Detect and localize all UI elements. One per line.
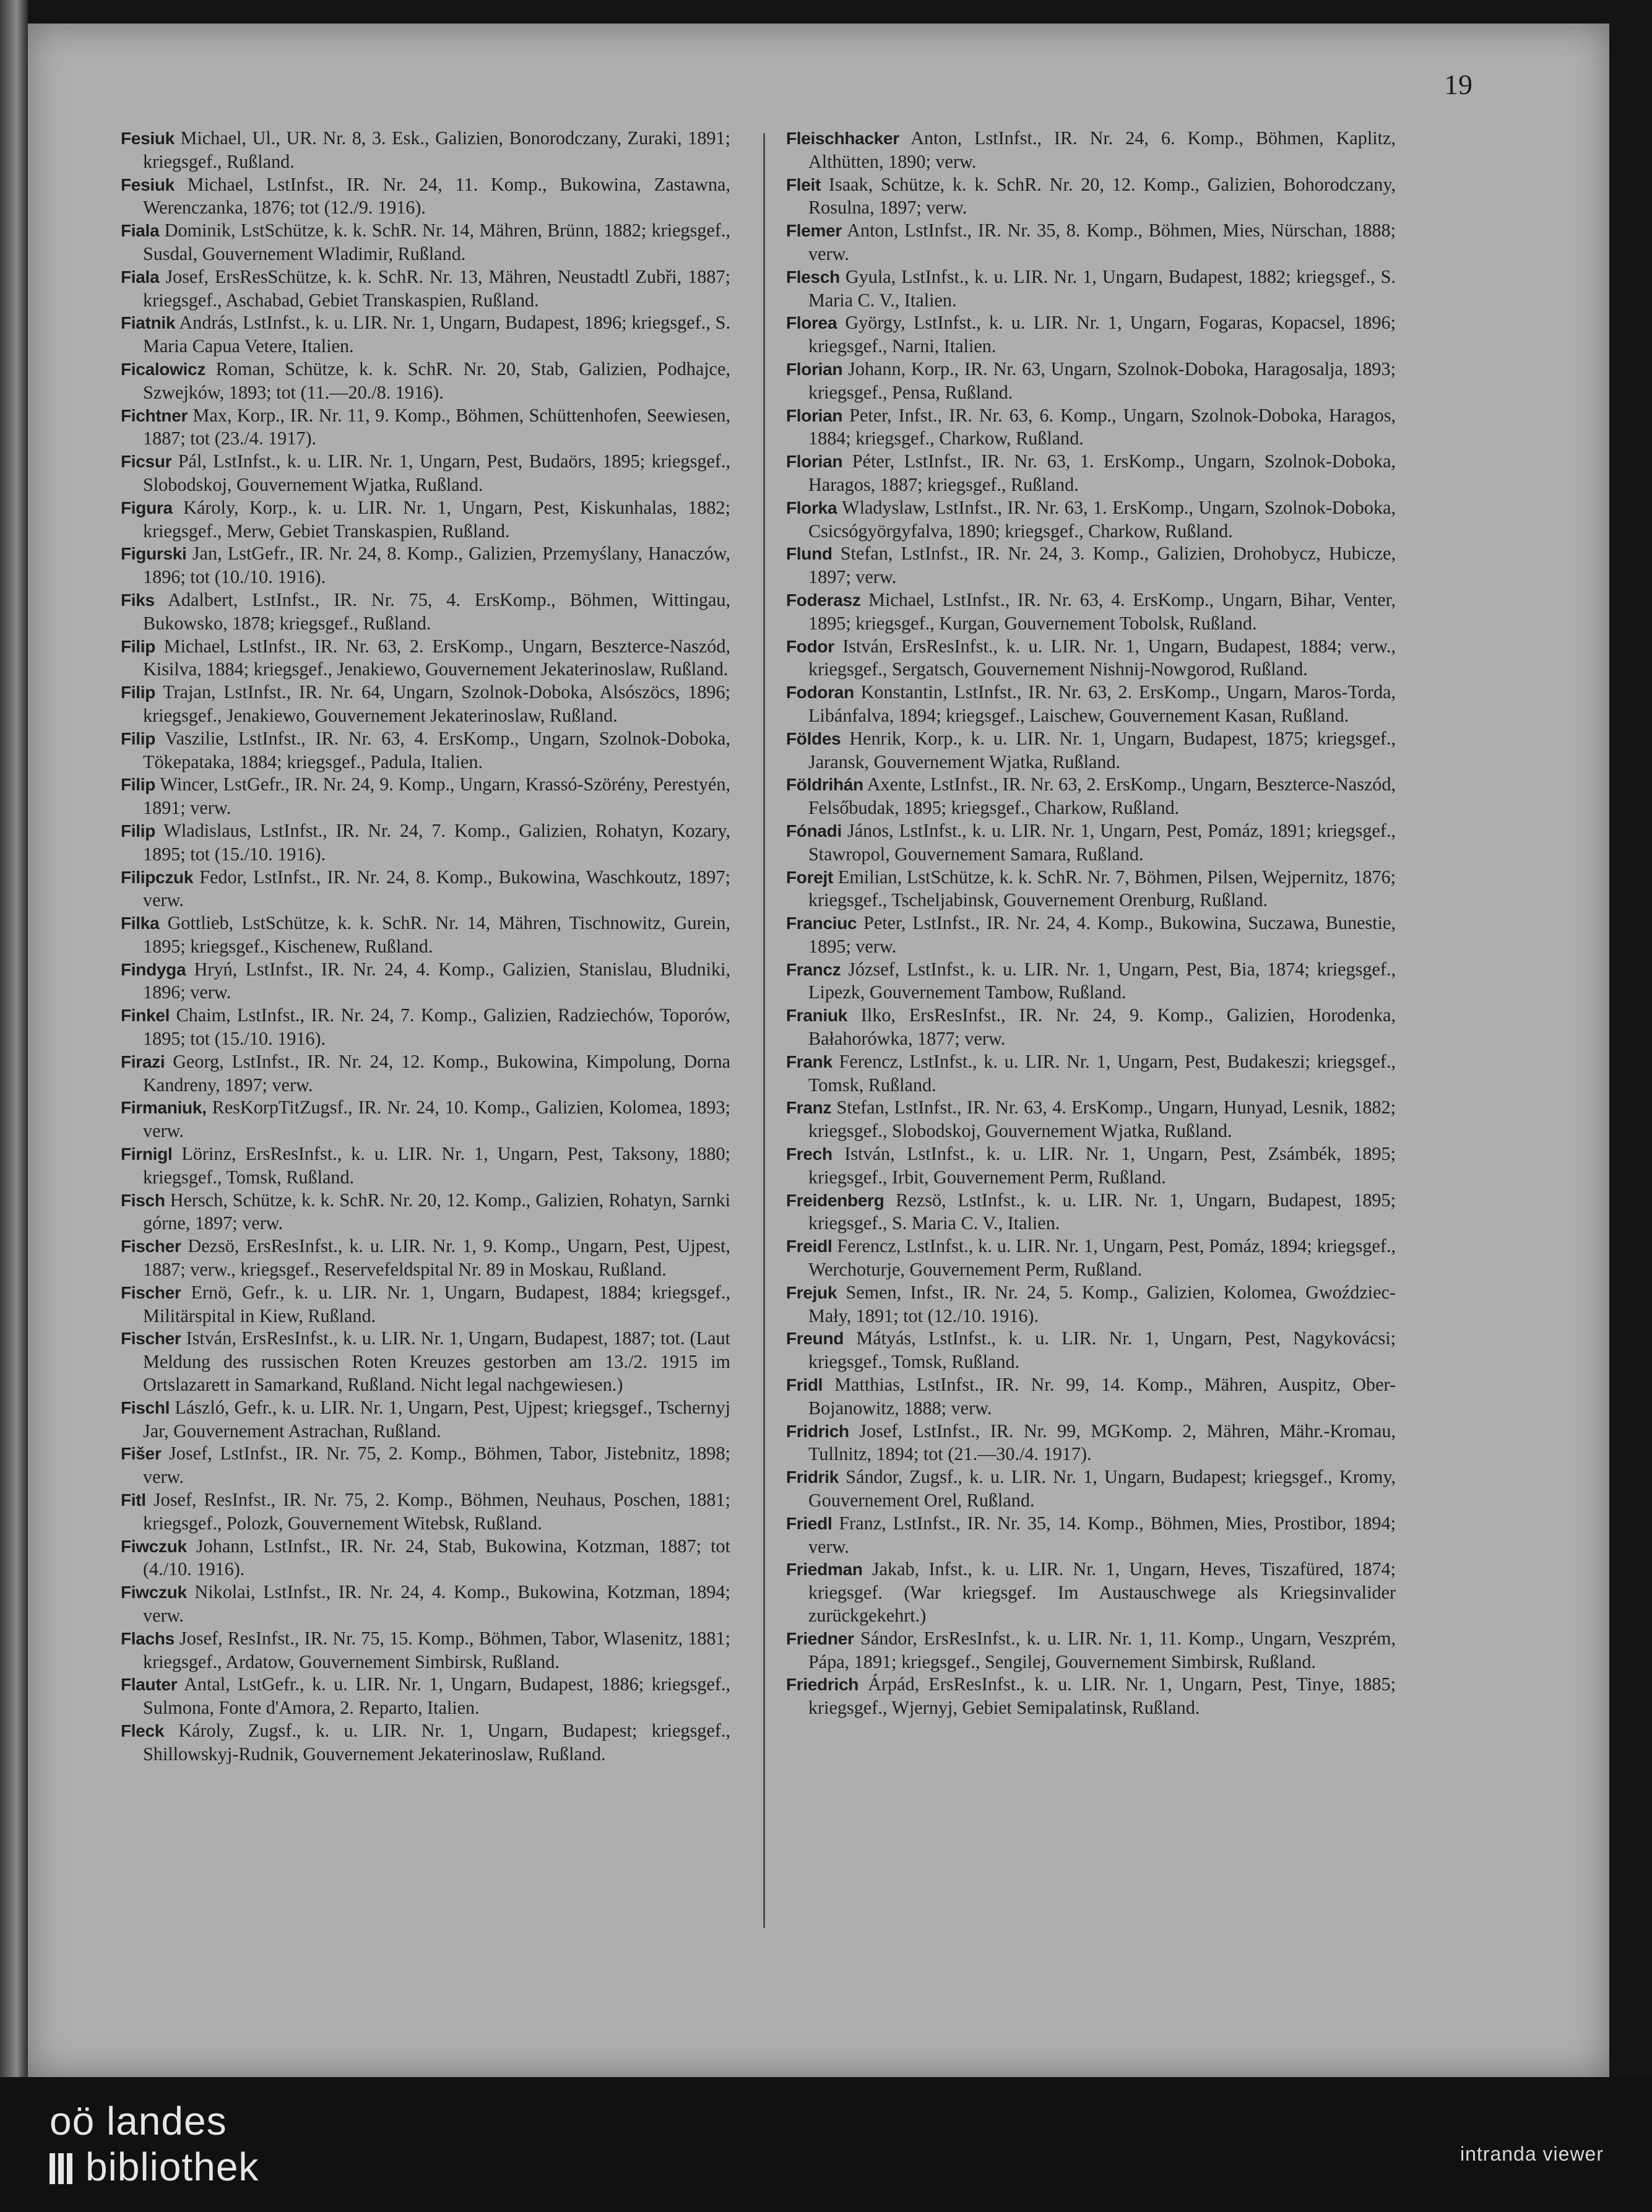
register-entry — [121, 1627, 730, 1674]
entry-details: Rezsö, LstInfst., k. u. LIR. Nr. 1, Ungarn, Budapest, 1895; kriegsgef., S. Maria C. V., Italien. — [808, 1189, 1396, 1234]
entry-surname: Frech — [786, 1144, 832, 1164]
entry-details: Georg, LstInfst., IR. Nr. 24, 12. Komp., Bukowina, Kimpolung, Dorna Kandreny, 1897; verw. — [143, 1050, 730, 1095]
left-column — [121, 127, 730, 1766]
register-entry — [786, 404, 1396, 451]
entry-surname: Fesiuk — [121, 175, 175, 194]
entry-surname: Freidl — [786, 1237, 832, 1256]
entry-details: Josef, LstInfst., IR. Nr. 99, MGKomp. 2, Mähren, Mähr.-Kromau, Tullnitz, 1894; tot (21.—30./4. 1917). — [808, 1420, 1396, 1465]
entry-details: Pál, LstInfst., k. u. LIR. Nr. 1, Ungarn, Pest, Budaörs, 1895; kriegsgef., Slobodskoj, Gouvernement Wjatka, Rußland. — [143, 451, 730, 495]
entry-surname: Fridrich — [786, 1421, 849, 1441]
register-entry — [121, 589, 730, 635]
register-entry — [786, 1235, 1396, 1281]
entry-details: Gottlieb, LstSchütze, k. k. SchR. Nr. 14, Mähren, Tischnowitz, Gurein, 1895; kriegsgef., Kischenew, Rußland. — [143, 912, 730, 957]
register-entry — [786, 173, 1396, 220]
entry-details: Stefan, LstInfst., IR. Nr. 63, 4. ErsKomp., Ungarn, Hunyad, Lesnik, 1882; kriegsgef., Slobodskoj, Gouvernement Wjatka, Rußland. — [808, 1097, 1396, 1142]
entry-surname: Fridl — [786, 1375, 823, 1395]
entry-details: Anton, LstInfst., IR. Nr. 35, 8. Komp., Böhmen, Mies, Nürschan, 1888; verw. — [808, 220, 1396, 264]
register-entry — [121, 311, 730, 358]
entry-surname: Fischl — [121, 1398, 170, 1417]
entry-details: Wladyslaw, LstInfst., IR. Nr. 63, 1. ErsKomp., Ungarn, Szolnok-Doboka, Csicsógyörgyfalva, 1890; kriegsgef., Charkow, Rußland. — [808, 496, 1396, 542]
entry-details: András, LstInfst., k. u. LIR. Nr. 1, Ungarn, Budapest, 1896; kriegsgef., S. Maria Capua Vetere, Italien. — [143, 312, 730, 357]
register-entry — [786, 819, 1396, 866]
entry-surname: Fichtner — [121, 405, 188, 425]
register-entry — [786, 358, 1396, 404]
entry-details: Jakab, Infst., k. u. LIR. Nr. 1, Ungarn, Heves, Tiszafüred, 1874; kriegsgef. (War kriegsgef. Im Austauschwege als Kriegsinvalider zurückgekehrt.) — [808, 1558, 1396, 1626]
register-entry — [786, 1143, 1396, 1189]
logo-line-2-text: bibliothek — [85, 2145, 259, 2189]
adjacent-page-edge — [0, 0, 28, 2077]
register-entry — [786, 450, 1396, 496]
entry-surname: Fleit — [786, 175, 821, 194]
register-entry — [121, 635, 730, 681]
entry-surname: Fodor — [786, 636, 834, 656]
entry-surname: Ficalowicz — [121, 359, 206, 379]
entry-surname: Francz — [786, 959, 841, 979]
entry-details: Lörinz, ErsResInfst., k. u. LIR. Nr. 1, Ungarn, Pest, Taksony, 1880; kriegsgef., Tomsk, Rußland. — [143, 1143, 730, 1188]
entry-surname: Foderasz — [786, 590, 861, 610]
register-entry — [121, 773, 730, 819]
entry-details: Josef, ErsResSchütze, k. k. SchR. Nr. 13, Mähren, Neustadtl Zubři, 1887; kriegsgef., Aschabad, Gebiet Transkaspien, Rußland. — [143, 266, 730, 311]
entry-surname: Fiala — [121, 267, 160, 287]
entry-details: Nikolai, LstInfst., IR. Nr. 24, 4. Komp., Bukowina, Kotzman, 1894; verw. — [143, 1581, 730, 1626]
entry-details: Henrik, Korp., k. u. LIR. Nr. 1, Ungarn, Budapest, 1875; kriegsgef., Jaransk, Gouvernement Wjatka, Rußland. — [808, 727, 1396, 772]
entry-surname: Fleischhacker — [786, 129, 899, 148]
library-logo[interactable] — [50, 2098, 259, 2193]
entry-surname: Freund — [786, 1329, 844, 1349]
entry-details: Michael, LstInfst., IR. Nr. 24, 11. Komp., Bukowina, Zastawna, Werenczanka, 1876; tot (12./9. 1916). — [143, 173, 730, 218]
entry-details: Anton, LstInfst., IR. Nr. 24, 6. Komp., Böhmen, Kaplitz, Althütten, 1890; verw. — [808, 127, 1396, 172]
entry-details: Hersch, Schütze, k. k. SchR. Nr. 20, 12. Komp., Galizien, Rohatyn, Sarnki górne, 1897; verw. — [143, 1189, 730, 1234]
register-entry — [786, 1466, 1396, 1512]
register-entry — [121, 1235, 730, 1281]
entry-details: Josef, LstInfst., IR. Nr. 75, 2. Komp., Böhmen, Tabor, Jistebnitz, 1898; verw. — [143, 1443, 730, 1488]
entry-details: Fedor, LstInfst., IR. Nr. 24, 8. Komp., Bukowina, Waschkoutz, 1897; verw. — [143, 866, 730, 911]
entry-details: Johann, LstInfst., IR. Nr. 24, Stab, Bukowina, Kotzman, 1887; tot (4./10. 1916). — [143, 1535, 730, 1580]
register-entry — [786, 589, 1396, 635]
entry-details: Mátyás, LstInfst., k. u. LIR. Nr. 1, Ungarn, Pest, Nagykovácsi; kriegsgef., Tomsk, Rußland. — [808, 1328, 1396, 1373]
register-entry — [786, 681, 1396, 727]
register-entry — [786, 1281, 1396, 1328]
entry-details: Károly, Korp., k. u. LIR. Nr. 1, Ungarn, Pest, Kiskunhalas, 1882; kriegsgef., Merw, Gebiet Transkaspien, Rußland. — [143, 496, 730, 542]
entry-surname: Fodoran — [786, 683, 854, 702]
entry-surname: Firmaniuk, — [121, 1098, 207, 1118]
register-entry — [121, 1096, 730, 1143]
register-entry — [786, 958, 1396, 1004]
register-entry — [121, 1719, 730, 1766]
entry-surname: Fiwczuk — [121, 1583, 187, 1602]
entry-surname: Forejt — [786, 867, 833, 887]
entry-details: Semen, Infst., IR. Nr. 24, 5. Komp., Galizien, Kolomea, Gwoździec-Mały, 1891; tot (12./10. 1916). — [808, 1281, 1396, 1326]
register-entry — [786, 1327, 1396, 1373]
logo-line-2 — [50, 2144, 259, 2193]
entry-details: István, ErsResInfst., k. u. LIR. Nr. 1, Ungarn, Budapest, 1887; tot. (Laut Meldung des russischen Roten Kreuzes gestorben am 13./2. 1915 im Ortslazarett in Samarkand, Rußland. Nicht legal nachgewiesen.) — [143, 1328, 730, 1396]
entry-surname: Flund — [786, 544, 832, 564]
register-entry — [121, 912, 730, 958]
entry-details: Wincer, LstGefr., IR. Nr. 24, 9. Komp., Ungarn, Krassó-Szörény, Perestyén, 1891; verw. — [143, 774, 730, 819]
register-entry — [121, 866, 730, 912]
register-entry — [786, 127, 1396, 173]
entry-surname: Filip — [121, 683, 156, 702]
register-entry — [121, 1535, 730, 1581]
entry-details: István, LstInfst., k. u. LIR. Nr. 1, Ungarn, Pest, Zsámbék, 1895; kriegsgef., Irbit, Gouvernement Perm, Rußland. — [808, 1143, 1396, 1188]
entry-details: Peter, Infst., IR. Nr. 63, 6. Komp., Ungarn, Szolnok-Doboka, Haragos, 1884; kriegsgef., Charkow, Rußland. — [808, 404, 1396, 449]
entry-surname: Franz — [786, 1098, 832, 1118]
entry-surname: Fischer — [121, 1282, 181, 1302]
register-entry — [786, 1189, 1396, 1235]
entry-surname: Findyga — [121, 959, 186, 979]
entry-surname: Frank — [786, 1052, 832, 1071]
entry-surname: Figurski — [121, 544, 187, 564]
register-entry — [786, 1050, 1396, 1097]
entry-details: Wladislaus, LstInfst., IR. Nr. 24, 7. Komp., Galizien, Rohatyn, Kozary, 1895; tot (15./10. 1916). — [143, 819, 730, 865]
register-entry — [786, 542, 1396, 589]
entry-surname: Fiks — [121, 590, 155, 610]
entry-details: Roman, Schütze, k. k. SchR. Nr. 20, Stab, Galizien, Podhajce, Szwejków, 1893; tot (11.—20./8. 1916). — [143, 358, 730, 403]
page-number: 19 — [1444, 69, 1473, 100]
entry-surname: Fiala — [121, 221, 160, 241]
register-entry — [121, 819, 730, 866]
register-entry — [121, 266, 730, 312]
entry-details: Josef, ResInfst., IR. Nr. 75, 2. Komp., Böhmen, Neuhaus, Poschen, 1881; kriegsgef., Polozk, Gouvernement Witebsk, Rußland. — [143, 1489, 730, 1534]
register-entry — [786, 773, 1396, 819]
entry-details: Antal, LstGefr., k. u. LIR. Nr. 1, Ungarn, Budapest, 1886; kriegsgef., Sulmona, Fonte d'Amora, 2. Reparto, Italien. — [143, 1674, 730, 1719]
entry-surname: Florian — [786, 405, 843, 425]
entry-surname: Finkel — [121, 1006, 170, 1026]
register-entry — [786, 266, 1396, 312]
register-entry — [786, 311, 1396, 358]
logo-line-1: oö landes — [50, 2099, 227, 2143]
entry-surname: Fiwczuk — [121, 1536, 187, 1556]
register-entry — [121, 358, 730, 404]
register-entry — [786, 1420, 1396, 1466]
register-entry — [121, 219, 730, 266]
register-entry — [121, 681, 730, 727]
entry-surname: Freidenberg — [786, 1190, 884, 1210]
entry-surname: Friedl — [786, 1513, 832, 1533]
entry-details: ResKorpTitZugsf., IR. Nr. 24, 10. Komp., Galizien, Kolomea, 1893; verw. — [143, 1097, 730, 1142]
entry-details: Michael, LstInfst., IR. Nr. 63, 2. ErsKomp., Ungarn, Beszterce-Naszód, Kisilva, 1884; kriegsgef., Jenakiewo, Gouvernement Jekaterinoslaw, Rußland. — [143, 635, 730, 680]
register-entry — [786, 635, 1396, 681]
entry-surname: Filipczuk — [121, 867, 194, 887]
register-entry — [121, 1581, 730, 1627]
entry-surname: Filip — [121, 728, 156, 748]
entry-details: István, ErsResInfst., k. u. LIR. Nr. 1, Ungarn, Budapest, 1884; verw., kriegsgef., Sergatsch, Gouvernement Nishnij-Nowgorod, Rußland. — [808, 635, 1396, 680]
entry-details: Trajan, LstInfst., IR. Nr. 64, Ungarn, Szolnok-Doboka, Alsószöcs, 1896; kriegsgef., Jenakiewo, Gouvernement Jekaterinoslaw, Rußland. — [143, 681, 730, 726]
register-entry — [786, 1512, 1396, 1558]
register-entry — [121, 1050, 730, 1097]
entry-details: József, LstInfst., k. u. LIR. Nr. 1, Ungarn, Pest, Bia, 1874; kriegsgef., Lipezk, Gouvernement Tambow, Rußland. — [808, 958, 1396, 1003]
entry-surname: Franciuc — [786, 914, 857, 933]
entry-details: Matthias, LstInfst., IR. Nr. 99, 14. Komp., Mähren, Auspitz, Ober-Bojanowitz, 1888; verw. — [808, 1374, 1396, 1419]
register-entry — [121, 1189, 730, 1235]
entry-details: Ferencz, LstInfst., k. u. LIR. Nr. 1, Ungarn, Pest, Budakeszi; kriegsgef., Tomsk, Rußland. — [808, 1050, 1396, 1095]
register-entry — [786, 496, 1396, 543]
entry-details: Sándor, ErsResInfst., k. u. LIR. Nr. 1, 11. Komp., Ungarn, Veszprém, Pápa, 1891; kriegsgef., Sengilej, Gouvernement Simbirsk, Rußland. — [808, 1627, 1396, 1672]
entry-surname: Földes — [786, 728, 841, 748]
right-column — [786, 127, 1396, 1719]
register-entry — [786, 1096, 1396, 1143]
entry-details: Péter, LstInfst., IR. Nr. 63, 1. ErsKomp., Ungarn, Szolnok-Doboka, Haragos, 1887; kriegsgef., Rußland. — [808, 451, 1396, 495]
entry-surname: Flemer — [786, 221, 842, 241]
entry-surname: Friedrich — [786, 1675, 859, 1695]
entry-surname: Florian — [786, 359, 843, 379]
entry-details: Michael, LstInfst., IR. Nr. 63, 4. ErsKomp., Ungarn, Bihar, Venter, 1895; kriegsgef., Kurgan, Gouvernement Tobolsk, Rußland. — [808, 589, 1396, 634]
entry-details: Axente, LstInfst., IR. Nr. 63, 2. ErsKomp., Ungarn, Beszterce-Naszód, Felsőbudak, 1895; kriegsgef., Charkow, Rußland. — [808, 774, 1396, 819]
entry-surname: Friedner — [786, 1628, 854, 1648]
entry-surname: Filip — [121, 775, 156, 795]
entry-surname: Firnigl — [121, 1144, 173, 1164]
entry-surname: Fischer — [121, 1329, 181, 1349]
entry-details: György, LstInfst., k. u. LIR. Nr. 1, Ungarn, Fogaras, Kopacsel, 1896; kriegsgef., Narni, Italien. — [808, 312, 1396, 357]
entry-surname: Florian — [786, 452, 843, 472]
entry-details: Peter, LstInfst., IR. Nr. 24, 4. Komp., Bukowina, Suczawa, Bunestie, 1895; verw. — [808, 912, 1396, 957]
register-entry — [121, 127, 730, 173]
entry-surname: Flauter — [121, 1675, 178, 1695]
register-entry — [121, 1004, 730, 1050]
register-entry — [121, 404, 730, 451]
entry-surname: Flesch — [786, 267, 840, 287]
entry-surname: Földrihán — [786, 775, 863, 795]
entry-details: Ferencz, LstInfst., k. u. LIR. Nr. 1, Ungarn, Pest, Pomáz, 1894; kriegsgef., Werchoturje, Gouvernement Perm, Rußland. — [808, 1235, 1396, 1281]
entry-surname: Fiatnik — [121, 313, 176, 333]
entry-details: Max, Korp., IR. Nr. 11, 9. Komp., Böhmen, Schüttenhofen, Seewiesen, 1887; tot (23./4. 1917). — [143, 404, 730, 449]
entry-details: Dominik, LstSchütze, k. k. SchR. Nr. 14, Mähren, Brünn, 1882; kriegsgef., Susdal, Gouvernement Wladimir, Rußland. — [143, 220, 730, 264]
entry-details: Isaak, Schütze, k. k. SchR. Nr. 20, 12. Komp., Galizien, Bohorodczany, Rosulna, 1897; verw. — [808, 173, 1396, 218]
register-entry — [121, 1673, 730, 1719]
entry-surname: Fisch — [121, 1190, 165, 1210]
logo-bars-icon — [50, 2148, 76, 2193]
register-entry — [121, 1442, 730, 1488]
column-divider — [763, 133, 765, 1928]
entry-surname: Fischer — [121, 1237, 181, 1256]
entry-details: Jan, LstGefr., IR. Nr. 24, 8. Komp., Galizien, Przemyślany, Hanaczów, 1896; tot (10./10. 1916). — [143, 543, 730, 588]
entry-details: Árpád, ErsResInfst., k. u. LIR. Nr. 1, Ungarn, Pest, Tinye, 1885; kriegsgef., Wjernyj, Gebiet Semipalatinsk, Rußland. — [808, 1674, 1396, 1719]
register-entry — [786, 1627, 1396, 1674]
entry-surname: Fišer — [121, 1444, 162, 1464]
register-entry — [786, 1004, 1396, 1050]
register-entry — [121, 496, 730, 543]
entry-surname: Fleck — [121, 1721, 165, 1740]
register-entry — [121, 542, 730, 589]
entry-details: Johann, Korp., IR. Nr. 63, Ungarn, Szolnok-Doboka, Haragosalja, 1893; kriegsgef., Pensa, Rußland. — [808, 358, 1396, 403]
register-entry — [786, 912, 1396, 958]
entry-details: Gyula, LstInfst., k. u. LIR. Nr. 1, Ungarn, Budapest, 1882; kriegsgef., S. Maria C. V., Italien. — [808, 266, 1396, 311]
entry-surname: Firazi — [121, 1052, 165, 1071]
entry-surname: Fitl — [121, 1490, 146, 1510]
entry-details: Adalbert, LstInfst., IR. Nr. 75, 4. ErsKomp., Böhmen, Wittingau, Bukowsko, 1878; kriegsgef., Rußland. — [143, 589, 730, 634]
register-entry — [121, 173, 730, 220]
entry-details: Stefan, LstInfst., IR. Nr. 24, 3. Komp., Galizien, Drohobycz, Hubicze, 1897; verw. — [808, 543, 1396, 588]
entry-surname: Filip — [121, 636, 156, 656]
register-entry — [786, 866, 1396, 912]
entry-surname: Filka — [121, 914, 160, 933]
register-entry — [121, 727, 730, 774]
register-entry — [786, 1373, 1396, 1420]
entry-details: Ilko, ErsResInfst., IR. Nr. 24, 9. Komp., Galizien, Horodenka, Bałahorówka, 1877; verw. — [808, 1004, 1396, 1050]
register-entry — [121, 1281, 730, 1328]
register-entry — [786, 727, 1396, 774]
register-entry — [121, 1143, 730, 1189]
register-entry — [786, 1673, 1396, 1719]
register-entry — [121, 1488, 730, 1535]
entry-details: Sándor, Zugsf., k. u. LIR. Nr. 1, Ungarn, Budapest; kriegsgef., Kromy, Gouvernement Orel, Rußland. — [808, 1466, 1396, 1511]
entry-surname: Fesiuk — [121, 129, 175, 148]
entry-details: Franz, LstInfst., IR. Nr. 35, 14. Komp., Böhmen, Mies, Prostibor, 1894; verw. — [808, 1512, 1396, 1557]
entry-surname: Ficsur — [121, 452, 172, 472]
entry-details: Josef, ResInfst., IR. Nr. 75, 15. Komp., Böhmen, Tabor, Wlasenitz, 1881; kriegsgef., Ardatow, Gouvernement Simbirsk, Rußland. — [143, 1627, 730, 1672]
entry-surname: Florka — [786, 498, 837, 517]
entry-details: Károly, Zugsf., k. u. LIR. Nr. 1, Ungarn, Budapest; kriegsgef., Shillowskyj-Rudnik, Gouvernement Jekaterinoslaw, Rußland. — [143, 1719, 730, 1765]
register-entry — [786, 1558, 1396, 1627]
register-entry — [121, 450, 730, 496]
viewer-label[interactable]: intranda viewer — [1460, 2143, 1604, 2165]
entry-details: László, Gefr., k. u. LIR. Nr. 1, Ungarn, Pest, Ujpest; kriegsgef., Tschernyj Jar, Gouvernement Astrachan, Rußland. — [143, 1396, 730, 1441]
entry-surname: Franiuk — [786, 1006, 848, 1026]
register-entry — [121, 958, 730, 1004]
register-entry — [121, 1396, 730, 1443]
register-entry — [786, 219, 1396, 266]
entry-surname: Flachs — [121, 1628, 175, 1648]
entry-surname: Frejuk — [786, 1282, 837, 1302]
entry-details: Emilian, LstSchütze, k. k. SchR. Nr. 7, Böhmen, Pilsen, Wejpernitz, 1876; kriegsgef., Tscheljabinsk, Gouvernement Orenburg, Rußland. — [808, 866, 1396, 911]
entry-details: Konstantin, LstInfst., IR. Nr. 63, 2. ErsKomp., Ungarn, Maros-Torda, Libánfalva, 1894; kriegsgef., Laischew, Gouvernement Kasan, Rußland. — [808, 681, 1396, 726]
entry-details: Dezsö, ErsResInfst., k. u. LIR. Nr. 1, 9. Komp., Ungarn, Pest, Ujpest, 1887; verw., kriegsgef., Reservefeldspital Nr. 89 in Moskau, Rußland. — [143, 1235, 730, 1281]
entry-surname: Friedman — [786, 1560, 863, 1579]
entry-surname: Florea — [786, 313, 837, 333]
entry-details: Chaim, LstInfst., IR. Nr. 24, 7. Komp., Galizien, Radziechów, Toporów, 1895; tot (15./10. 1916). — [143, 1004, 730, 1050]
entry-surname: Figura — [121, 498, 173, 517]
register-entry — [121, 1327, 730, 1396]
entry-details: Michael, Ul., UR. Nr. 8, 3. Esk., Galizien, Bonorodczany, Zuraki, 1891; kriegsgef., Rußland. — [143, 127, 730, 172]
entry-details: Hryń, LstInfst., IR. Nr. 24, 4. Komp., Galizien, Stanislau, Bludniki, 1896; verw. — [143, 958, 730, 1003]
entry-surname: Fónadi — [786, 821, 842, 840]
entry-surname: Fridrik — [786, 1467, 839, 1487]
entry-details: János, LstInfst., k. u. LIR. Nr. 1, Ungarn, Pest, Pomáz, 1891; kriegsgef., Stawropol, Gouvernement Samara, Rußland. — [808, 819, 1396, 865]
entry-details: Vaszilie, LstInfst., IR. Nr. 63, 4. ErsKomp., Ungarn, Szolnok-Doboka, Tökepataka, 1884; kriegsgef., Padula, Italien. — [143, 727, 730, 772]
entry-details: Ernö, Gefr., k. u. LIR. Nr. 1, Ungarn, Budapest, 1884; kriegsgef., Militärspital in Kiew, Rußland. — [143, 1281, 730, 1326]
entry-surname: Filip — [121, 821, 156, 840]
